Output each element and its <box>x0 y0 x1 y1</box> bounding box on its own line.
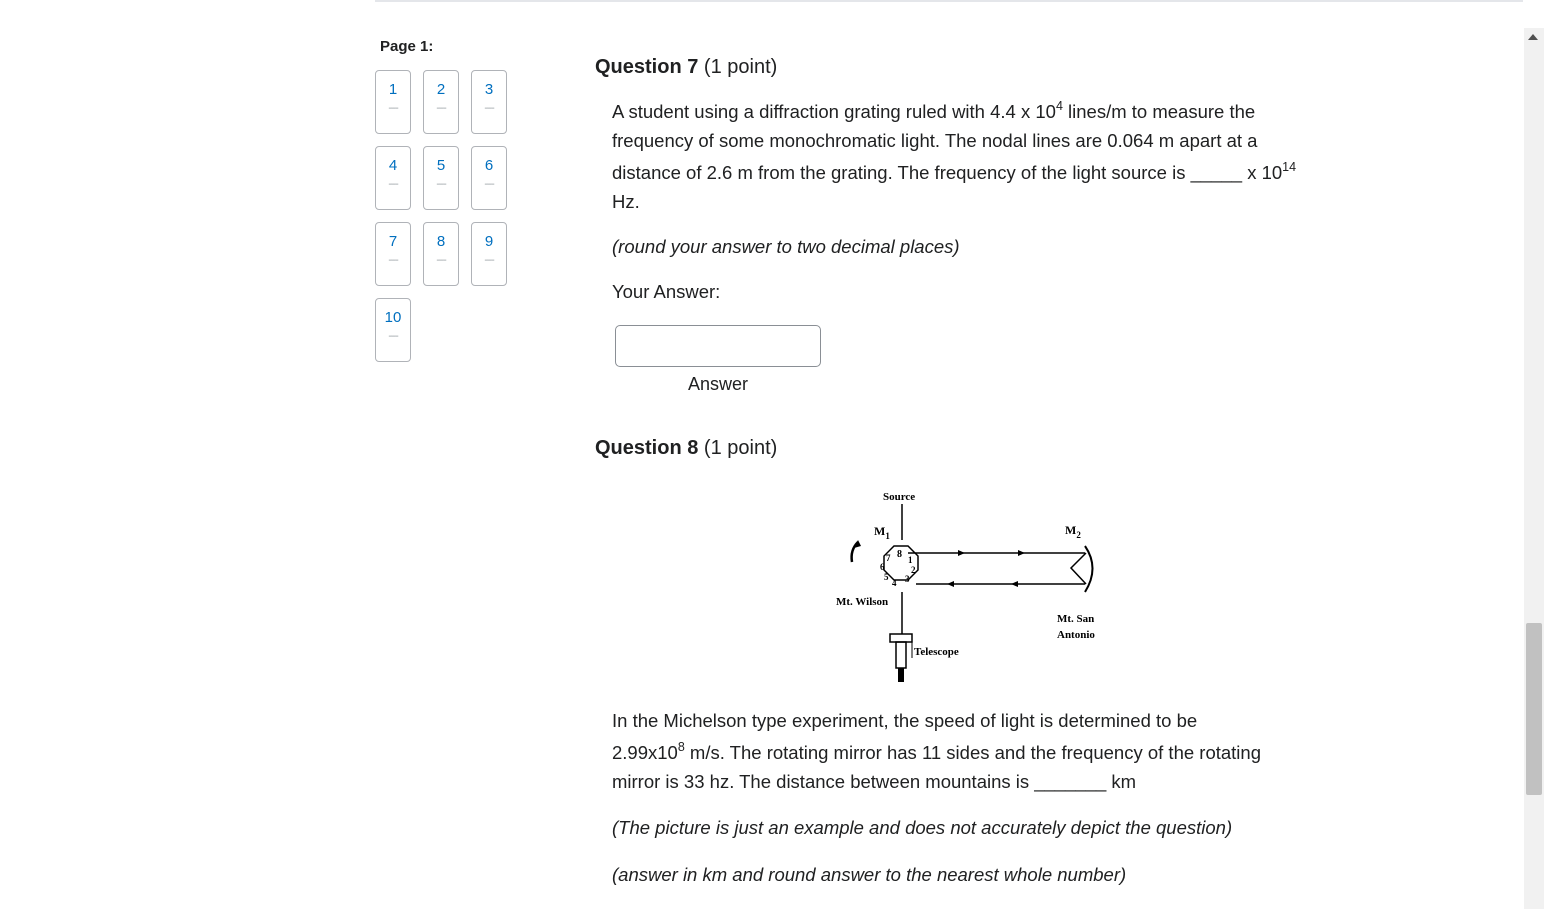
question-nav-status: ---- <box>484 255 494 266</box>
beam-arrow-icon <box>1018 550 1025 556</box>
mirror-face-label: 3 <box>905 574 910 584</box>
question-text-line: frequency of some monochromatic light. The nodal lines are 0.064 m apart at a <box>612 130 1258 151</box>
exponent: 8 <box>677 739 685 754</box>
top-divider <box>375 0 1523 2</box>
question-nav-8[interactable] <box>423 222 459 286</box>
question-nav-2[interactable] <box>423 70 459 134</box>
question-nav-status: ---- <box>436 179 446 190</box>
question-nav-number: 9 <box>484 233 494 250</box>
michelson-diagram <box>830 482 1120 692</box>
mt-san-antonio-label: Antonio <box>1057 629 1095 641</box>
mirror-face-label: 6 <box>880 562 885 572</box>
question-nav-number: 3 <box>484 81 494 98</box>
question-8-title <box>595 437 777 460</box>
question-text-line: In the Michelson type experiment, the speed of light is determined to be <box>612 710 1198 731</box>
label-subscript: 1 <box>885 531 890 541</box>
mt-wilson-label: Mt. Wilson <box>836 596 889 608</box>
fixed-mirror-reflector <box>1071 553 1086 584</box>
question-nav-status: ---- <box>388 331 398 342</box>
text-segment: distance of 2.6 m from the grating. The frequency of the light source is _____ x 10 <box>612 162 1283 183</box>
vertical-scrollbar[interactable] <box>1524 28 1544 909</box>
question-nav-number: 10 <box>384 309 402 326</box>
mirror-face-label: 8 <box>897 549 902 560</box>
source-label: Source <box>883 491 916 503</box>
question-7-title <box>595 56 777 79</box>
scroll-up-arrow-icon[interactable] <box>1528 34 1538 40</box>
question-nav-10[interactable] <box>375 298 411 362</box>
question-nav-4[interactable] <box>375 146 411 210</box>
answer-instruction: (answer in km and round answer to the nearest whole number) <box>612 864 1127 885</box>
text-segment: lines/m to measure the <box>1062 101 1256 122</box>
rounding-hint: (round your answer to two decimal places) <box>612 236 960 257</box>
question-nav-number: 6 <box>484 157 494 174</box>
m1-label <box>874 524 890 541</box>
question-nav-status: ---- <box>388 255 398 266</box>
question-nav-6[interactable] <box>471 146 507 210</box>
question-nav-number: 1 <box>388 81 398 98</box>
label-text: M <box>1065 523 1077 537</box>
text-segment: A student using a diffraction grating ruled with 4.4 x 10 <box>612 101 1056 122</box>
question-nav-5[interactable] <box>423 146 459 210</box>
text-segment: 2.99x10 <box>612 742 678 763</box>
question-nav-9[interactable] <box>471 222 507 286</box>
text-segment: m/s. The rotating mirror has 11 sides and the frequency of the rotating <box>684 742 1261 763</box>
telescope-base <box>898 668 904 682</box>
mirror-face-label: 1 <box>908 555 913 565</box>
question-title-text: Question 7 <box>595 56 699 78</box>
picture-note: (The picture is just an example and does not accurately depict the question) <box>612 817 1233 838</box>
telescope-eyepiece <box>890 634 912 642</box>
telescope-label: Telescope <box>914 646 959 658</box>
question-nav-status: ---- <box>388 103 398 114</box>
beam-arrow-icon <box>1011 581 1018 587</box>
question-title-text: Question 8 <box>595 437 699 459</box>
mirror-face-label: 2 <box>911 565 916 575</box>
question-nav-number: 8 <box>436 233 446 250</box>
question-nav-number: 4 <box>388 157 398 174</box>
beam-arrow-icon <box>958 550 965 556</box>
your-answer-label: Your Answer: <box>612 281 721 302</box>
question-nav-number: 2 <box>436 81 446 98</box>
question-8-text <box>612 706 1261 796</box>
question-nav-status: ---- <box>484 103 494 114</box>
question-points: (1 point) <box>703 437 778 459</box>
question-nav-status: ---- <box>436 255 446 266</box>
m2-label <box>1065 523 1081 540</box>
fixed-mirror <box>1085 546 1093 592</box>
question-text-line <box>612 97 1296 126</box>
question-nav-number: 7 <box>388 233 398 250</box>
question-nav-status: ---- <box>388 179 398 190</box>
answer-input-label: Answer <box>687 374 749 394</box>
telescope-tube <box>896 642 906 668</box>
question-nav-status: ---- <box>484 179 494 190</box>
label-subscript: 2 <box>1076 530 1081 540</box>
label-text: M <box>874 524 886 538</box>
question-nav-1[interactable] <box>375 70 411 134</box>
mirror-face-label: 5 <box>884 572 889 582</box>
question-text-line: mirror is 33 hz. The distance between mountains is _______ km <box>612 771 1137 792</box>
exponent: 14 <box>1282 159 1297 174</box>
question-nav-7[interactable] <box>375 222 411 286</box>
question-points: (1 point) <box>703 56 778 78</box>
question-text-line <box>612 738 1261 767</box>
beam-arrow-icon <box>947 581 954 587</box>
question-text-line: Hz. <box>612 191 640 212</box>
answer-input[interactable] <box>615 325 821 367</box>
question-7-text <box>612 97 1296 216</box>
exponent: 4 <box>1055 98 1063 113</box>
scroll-thumb[interactable] <box>1526 623 1542 795</box>
question-text-line <box>612 158 1296 187</box>
page-label: Page 1: <box>380 38 434 55</box>
mirror-face-label: 4 <box>892 578 897 588</box>
question-nav-3[interactable] <box>471 70 507 134</box>
mirror-face-label: 7 <box>886 553 891 563</box>
question-nav-status: ---- <box>436 103 446 114</box>
question-nav-number: 5 <box>436 157 446 174</box>
mt-san-antonio-label: Mt. San <box>1057 613 1095 625</box>
